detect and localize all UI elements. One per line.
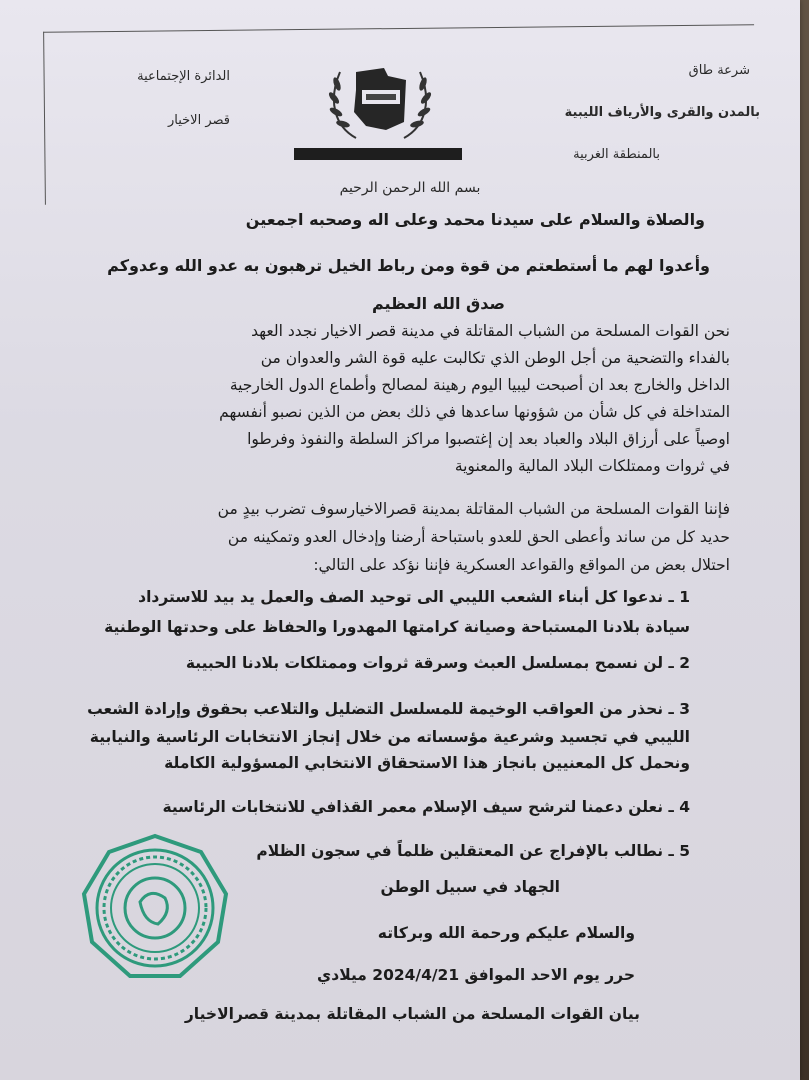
closing-line: حرر يوم الاحد الموافق 2024/4/21 ميلادي — [317, 966, 635, 984]
header-black-bar — [294, 148, 462, 160]
list-item-line: 1 ـ ندعوا كل أبناء الشعب الليبي الى توحيد الصف والعمل يد بيد للاسترداد — [138, 588, 690, 606]
header-right-line: شرعة طاق — [688, 63, 750, 78]
laurel-map-icon — [326, 60, 434, 146]
para2-line: حديد كل من ساند وأعطى الحق للعدو باستباحة أرضنا وإدخال العدو وتمكينه من — [227, 528, 730, 546]
para1-line: بالفداء والتضحية من أجل الوطن الذي تكالبت عليه قوة الشر والعدوان من — [260, 349, 730, 367]
basmala-heading: بسم الله الرحمن الرحيم — [339, 180, 481, 196]
para1-line: نحن القوات المسلحة من الشباب المقاتلة في مدينة قصر الاخيار نجدد العهد — [251, 322, 730, 340]
para2-line: احتلال بعض من المواقع والقواعد العسكرية فإننا نؤكد على التالي: — [313, 556, 730, 574]
seal-icon — [80, 832, 230, 982]
header-left-line: الدائرة الإجتماعية — [137, 69, 230, 84]
opening-line: وأعدوا لهم ما أستطعتم من قوة ومن رباط الخيل ترهبون به عدو الله وعدوكم — [107, 256, 710, 275]
list-item-line: 4 ـ نعلن دعمنا لترشح سيف الإسلام معمر القذافي للانتخابات الرئاسية — [162, 798, 690, 816]
para1-line: اوصياً على أرزاق البلاد والعباد بعد إن إغتصبوا مراكز السلطة والنفوذ وفرطوا — [247, 430, 730, 448]
opening-line: والصلاة والسلام على سيدنا محمد وعلى اله وصحبه اجمعين — [245, 210, 705, 229]
header-left-line: قصر الاخيار — [167, 113, 230, 128]
list-item-line: 3 ـ نحذر من العواقب الوخيمة للمسلسل التضليل والتلاعب بحقوق وإرادة الشعب — [87, 700, 690, 718]
list-item-line: 2 ـ لن نسمح بمسلسل العبث وسرقة ثروات وممتلكات بلادنا الحبيبة — [185, 654, 690, 672]
para1-line: في ثروات وممتلكات البلاد المالية والمعنوية — [454, 457, 730, 475]
opening-line: صدق الله العظيم — [371, 294, 505, 313]
closing-line: الجهاد في سبيل الوطن — [380, 878, 560, 896]
list-item-line: ونحمل كل المعنيين بانجاز هذا الاستحقاق الانتخابي المسؤولية الكاملة — [164, 754, 690, 772]
para1-line: المتداخلة في كل شأن من شؤونها ساعدها في ذلك بعض من الذين نصبو أنفسهم — [219, 403, 730, 421]
list-item-line: الليبي في تجسيد وشرعية مؤسساته من خلال إنجاز الانتخابات الرئاسية والنيابية — [89, 728, 690, 746]
list-item-line: 5 ـ نطالب بالإفراج عن المعتقلين ظلماً في سجون الظلام — [256, 842, 690, 860]
green-seal-stamp — [80, 832, 230, 982]
libya-emblem-logo — [326, 60, 434, 146]
para2-line: فإننا القوات المسلحة من الشباب المقاتلة بمدينة قصرالاخيارسوف تضرب بيدٍ من — [217, 500, 730, 518]
header-right-line: بالمدن والقرى والأرياف الليبية — [564, 105, 760, 120]
closing-line: بيان القوات المسلحة من الشباب المقاتلة بمدينة قصرالاخيار — [184, 1005, 640, 1023]
list-item-line: سيادة بلادنا المستباحة وصيانة كرامتها المهدورا والحفاظ على وحدتها الوطنية — [104, 618, 690, 636]
closing-line: والسلام عليكم ورحمة الله وبركاته — [377, 924, 635, 942]
header-right-line: بالمنطقة الغربية — [573, 147, 660, 162]
para1-line: الداخل والخارج بعد ان أصبحت ليبيا اليوم رهينة لمصالح وأطماع الدول الخارجية — [229, 376, 730, 394]
